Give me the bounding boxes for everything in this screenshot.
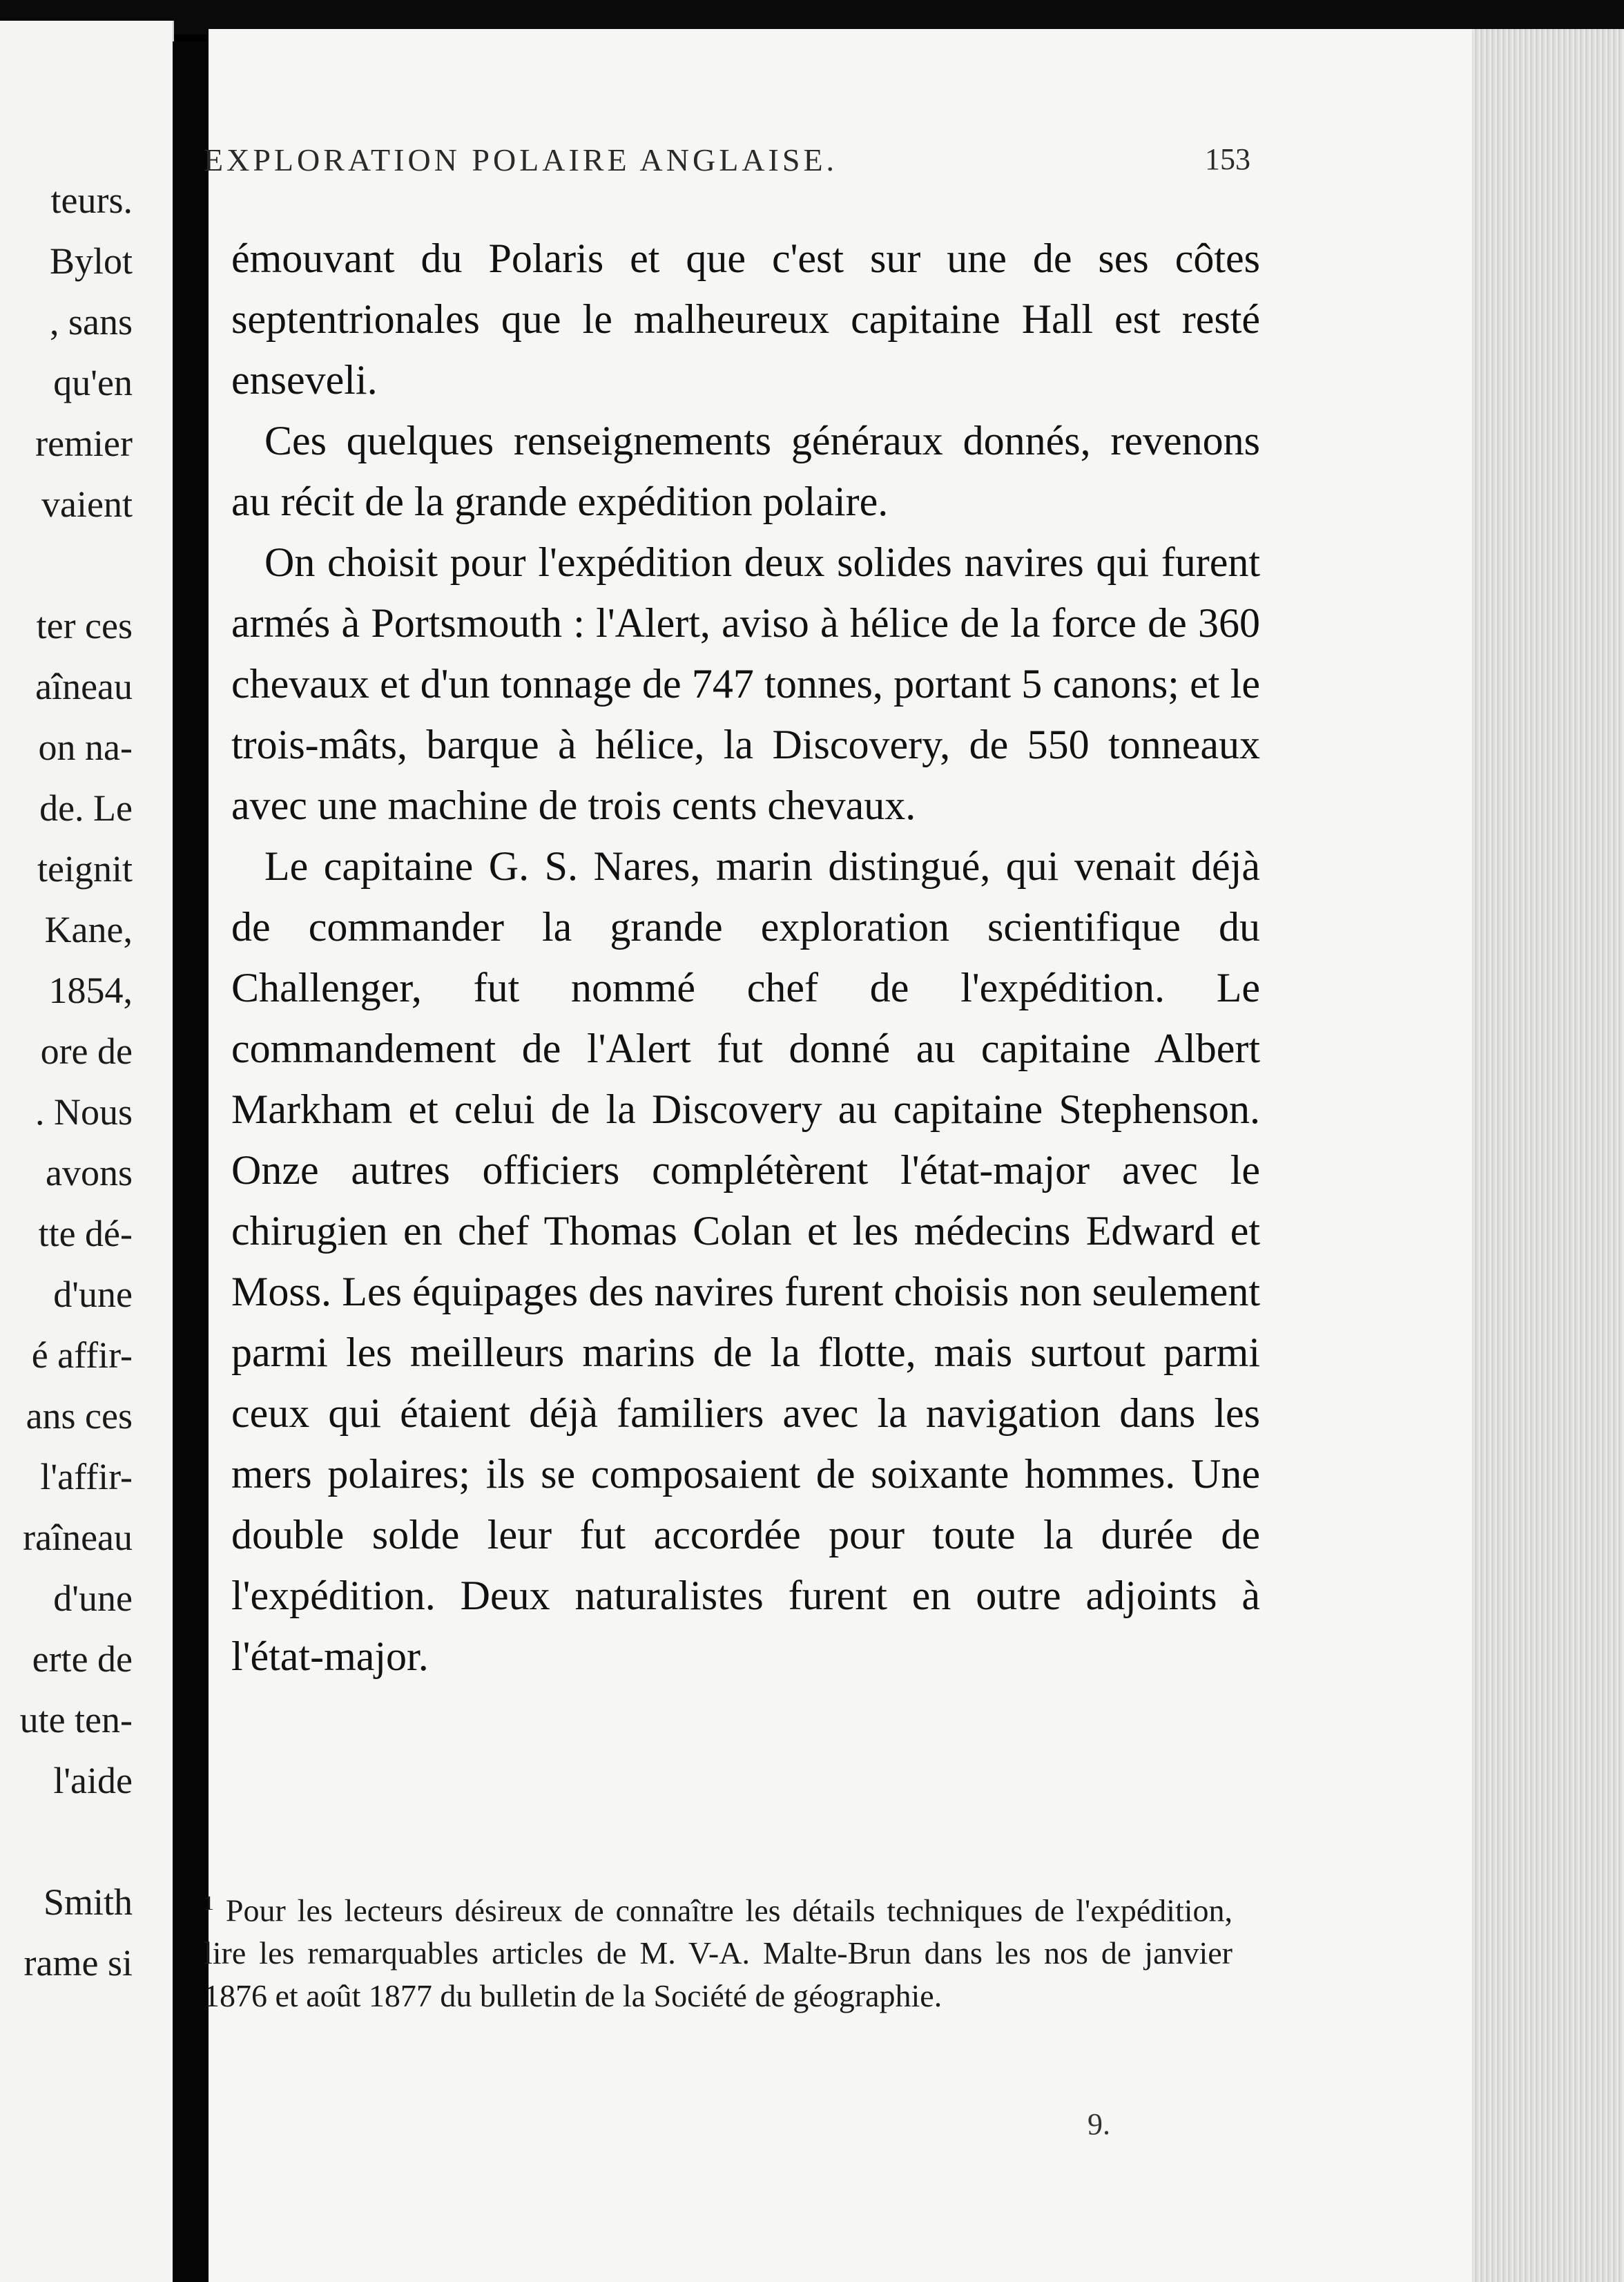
left-page-line: Bylot (49, 240, 133, 282)
left-page-line: 1854, (48, 970, 133, 1011)
running-head: EXPLORATION POLAIRE ANGLAISE. (204, 142, 838, 178)
left-page-line: tte dé- (38, 1213, 133, 1254)
paragraph-2: Ces quelques renseignements généraux donnés, revenons au récit de la grande expédition polaire. (231, 418, 1260, 524)
left-page-line: aîneau (35, 666, 133, 707)
left-page-line: rame si (23, 1942, 133, 1984)
left-page-line: l'affir- (40, 1456, 133, 1497)
left-page-fragment (0, 21, 174, 2282)
left-page-line: on na- (38, 727, 133, 768)
paragraph-4: Le capitaine G. S. Nares, marin distingué, qui venait déjà de commander la grande exploration scientifique du Challenger, fut nommé chef de l'expédition. Le commandement de l'Alert fut donné au capitaine Albert Markham et celui de la Discovery au capitaine Stephenson. Onze autres officiers complétèrent l'état-major avec le chirugien en chef Thomas Colan et les médecins Edward et Moss. Les équipages des navires furent choisis non seulement parmi les meilleurs marins de la flotte, mais surtout parmi ceux qui étaient déjà familiers avec la navigation dans les mers polaires; ils se composaient de soixante hommes. Une double solde leur fut accordée pour toute la durée de l'expédition. Deux naturalistes furent en outre adjoints à l'état-major. (231, 843, 1260, 1679)
left-page-line: ans ces (26, 1395, 133, 1437)
paragraph-1: émouvant du Polaris et que c'est sur une de ses côtes septentrionales que le malheureux capitaine Hall est resté enseveli. (231, 236, 1260, 403)
left-page-line: ute ten- (19, 1699, 133, 1741)
left-page-line: ter ces (36, 605, 133, 646)
left-page-line: d'une (53, 1274, 133, 1315)
left-page-line: teignit (37, 848, 133, 890)
footnote-text: Pour les lecteurs désireux de connaître les détails techniques de l'expédition, lire les remarquables articles de M. V-A. Malte-Brun dans les nos de janvier 1876 et août 1877 du bulletin de la Société de géographie. (204, 1892, 1232, 2014)
left-page-line: l'aide (53, 1760, 133, 1801)
left-page-line: raîneau (23, 1517, 133, 1558)
signature-mark: 9. (1088, 2107, 1110, 2141)
page-edges (1472, 29, 1624, 2282)
left-page-line: , sans (50, 301, 133, 343)
left-page-line: avons (46, 1152, 133, 1193)
left-page-line: Smith (43, 1881, 133, 1923)
footnote-marker: 1 (204, 1892, 214, 1915)
paragraph-3: On choisit pour l'expédition deux solides navires qui furent armés à Portsmouth : l'Alert, aviso à hélice de la force de 360 chevaux et d'un tonnage de 747 tonnes, portant 5 canons; et le trois-mâts, barque à hélice, la Discovery, de 550 tonneaux avec une machine de trois cents chevaux. (231, 539, 1260, 828)
footnote (204, 1882, 1232, 2017)
left-page-line: vaient (41, 483, 133, 525)
left-page-line: ore de (40, 1030, 133, 1072)
left-page-line: . Nous (35, 1091, 133, 1133)
left-page-line: Kane, (44, 909, 133, 950)
left-page-line: d'une (53, 1578, 133, 1619)
left-page-line: é affir- (31, 1334, 133, 1376)
left-page-line: teurs. (50, 180, 133, 221)
left-page-line: remier (35, 423, 133, 464)
left-page-line: de. Le (39, 787, 133, 829)
left-page-line: qu'en (53, 362, 133, 403)
page-number: 153 (1205, 142, 1250, 176)
left-page-line: erte de (32, 1638, 133, 1680)
body-text (231, 228, 1260, 1687)
